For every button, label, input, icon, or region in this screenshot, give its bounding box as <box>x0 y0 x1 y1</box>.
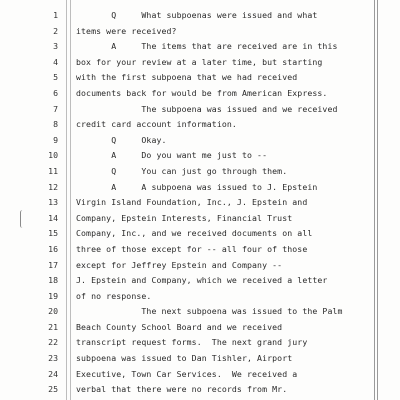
line-text: Company, Epstein Interests, Financial Trust <box>76 212 293 223</box>
transcript-line <box>0 70 400 86</box>
transcript-line <box>0 55 400 71</box>
line-number: 18 <box>48 275 58 286</box>
transcript-line <box>0 164 400 180</box>
line-number: 12 <box>48 181 58 192</box>
line-text: Q Okay. <box>76 134 167 145</box>
line-number: 8 <box>53 119 58 130</box>
line-number: 16 <box>48 243 58 254</box>
line-number: 14 <box>48 212 58 223</box>
transcript-line <box>0 24 400 40</box>
transcript-line <box>0 335 400 351</box>
transcript-line <box>0 289 400 305</box>
transcript-line <box>0 273 400 289</box>
line-text: credit card account information. <box>76 119 237 130</box>
transcript-line <box>0 304 400 320</box>
transcript-line <box>0 226 400 242</box>
transcript-line <box>0 195 400 211</box>
line-text: A The items that are received are in this <box>76 41 338 52</box>
line-number: 3 <box>53 41 58 52</box>
line-text: items were received? <box>76 25 177 36</box>
line-number: 17 <box>48 259 58 270</box>
transcript-line <box>0 180 400 196</box>
transcript-line <box>0 39 400 55</box>
line-number: 19 <box>48 290 58 301</box>
line-number: 2 <box>53 25 58 36</box>
line-text: The next subpoena was issued to the Palm <box>76 306 343 317</box>
transcript-line <box>0 117 400 133</box>
line-number: 15 <box>48 228 58 239</box>
line-text: verbal that there were no records from Mr. <box>76 384 288 395</box>
transcript-line <box>0 133 400 149</box>
line-text: of no response. <box>76 290 152 301</box>
transcript-line <box>0 211 400 227</box>
line-number: 11 <box>48 165 58 176</box>
line-text: except for Jeffrey Epstein and Company -- <box>76 259 283 270</box>
line-text: documents back for would be from American Express. <box>76 87 328 98</box>
line-text: Company, Inc., and we received documents on all <box>76 228 313 239</box>
transcript-line <box>0 86 400 102</box>
line-text: transcript request forms. The next grand jury <box>76 337 308 348</box>
line-number: 4 <box>53 56 58 67</box>
transcript-line <box>0 382 400 398</box>
line-text: box for your review at a later time, but starting <box>76 56 323 67</box>
transcript-line <box>0 258 400 274</box>
line-text: Virgin Island Foundation, Inc., J. Epstein and <box>76 197 308 208</box>
line-number: 22 <box>48 337 58 348</box>
line-text: Q What subpoenas were issued and what <box>76 10 318 20</box>
line-text: subpoena was issued to Dan Tishler, Airport <box>76 353 293 364</box>
line-number: 25 <box>48 384 58 395</box>
line-text: Q You can just go through them. <box>76 165 288 176</box>
line-text: Beach County School Board and we received <box>76 321 283 332</box>
line-number: 23 <box>48 353 58 364</box>
line-number: 20 <box>48 306 58 317</box>
line-number: 10 <box>48 150 58 161</box>
line-number: 5 <box>53 72 58 83</box>
line-number: 13 <box>48 197 58 208</box>
line-number: 1 <box>53 10 58 20</box>
transcript-line <box>0 367 400 383</box>
line-text: with the first subpoena that we had received <box>76 72 298 83</box>
line-text: The subpoena was issued and we received <box>76 103 338 114</box>
transcript-line <box>0 242 400 258</box>
line-text: three of those except for -- all four of those <box>76 243 308 254</box>
transcript-line <box>0 351 400 367</box>
line-number: 7 <box>53 103 58 114</box>
line-number: 24 <box>48 368 58 379</box>
transcript-line <box>0 8 400 24</box>
transcript-lines <box>0 8 400 398</box>
line-number: 6 <box>53 87 58 98</box>
transcript-line <box>0 148 400 164</box>
line-text: A A subpoena was issued to J. Epstein <box>76 181 318 192</box>
line-text: Executive, Town Car Services. We received a <box>76 368 298 379</box>
transcript-line <box>0 102 400 118</box>
transcript-line <box>0 320 400 336</box>
line-text: J. Epstein and Company, which we received a letter <box>76 275 328 286</box>
line-number: 9 <box>53 134 58 145</box>
line-number: 21 <box>48 321 58 332</box>
line-text: A Do you want me just to -- <box>76 150 268 161</box>
